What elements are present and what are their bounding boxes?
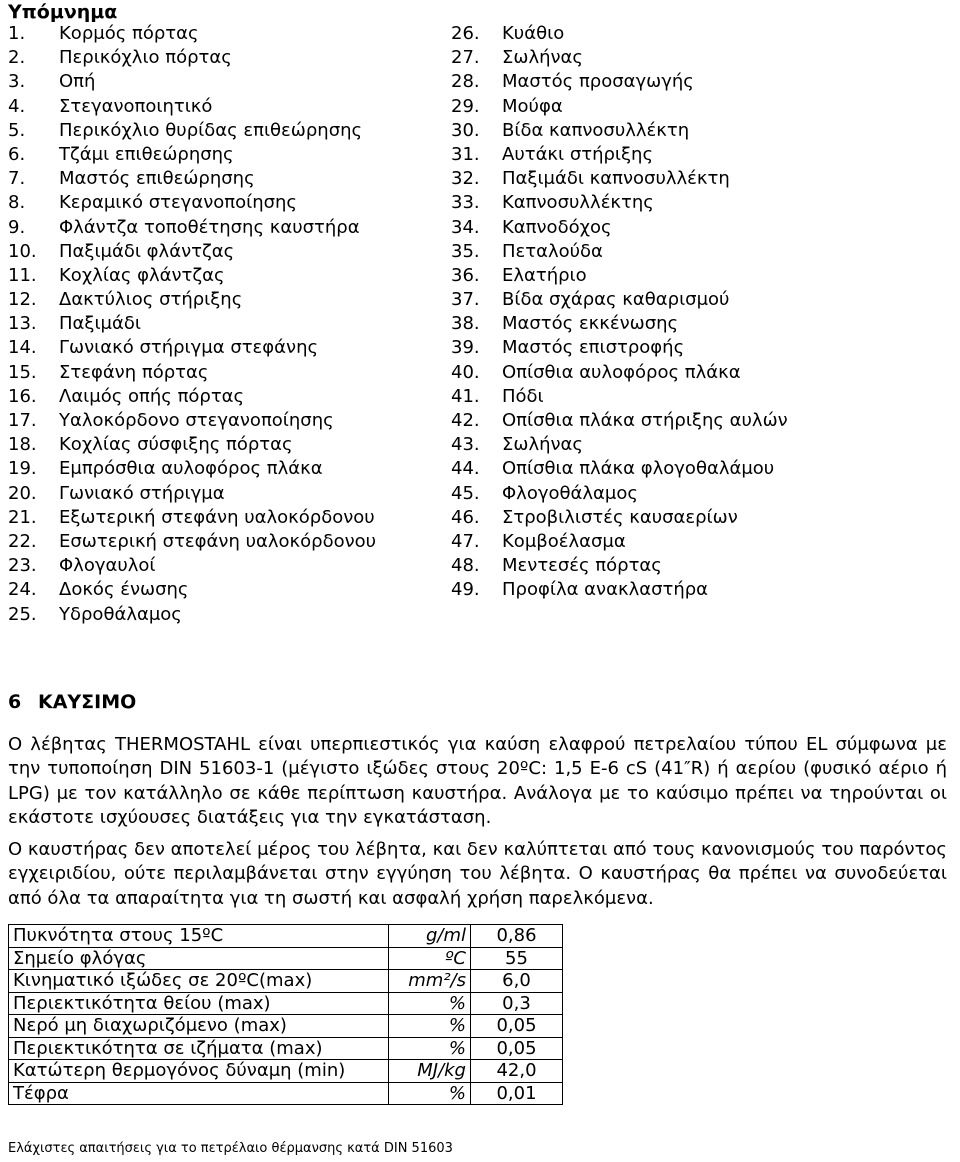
legend-item [451, 457, 951, 481]
legend-item-label: Δακτύλιος στήριξης [59, 289, 243, 311]
legend-item-label: Μαστός προσαγωγής [502, 71, 694, 93]
legend-item-number: 49. [451, 579, 480, 601]
legend-item-number: 1. [8, 23, 26, 44]
legend-item [8, 336, 438, 360]
legend-item [451, 385, 951, 409]
table-row [9, 992, 563, 1015]
legend-item-label: Περικόχλιο θυρίδας επιθεώρησης [59, 119, 363, 141]
legend-item [451, 482, 951, 506]
legend-item [451, 312, 951, 336]
spec-unit: % [389, 992, 471, 1015]
spec-value: 0,01 [471, 1082, 563, 1105]
table-row [9, 1060, 563, 1083]
legend-item-label: Σωλήνας [502, 47, 583, 69]
legend-item-label: Μαστός επιστροφής [502, 337, 685, 359]
legend-item-label: Βίδα σχάρας καθαρισμού [502, 289, 730, 311]
legend-item [451, 22, 951, 46]
spec-property: Περιεκτικότητα θείου (max) [9, 992, 389, 1015]
legend-item-label: Οπίσθια πλάκα φλογοθαλάμου [502, 458, 775, 480]
legend-item-label: Φλογαυλοί [59, 555, 156, 577]
legend-item-label: Στεγανοποιητικό [59, 95, 213, 117]
legend-item [451, 264, 951, 288]
legend-item [451, 143, 951, 167]
spec-value: 6,0 [471, 970, 563, 993]
legend-item [8, 46, 438, 70]
legend-item-label: Παξιμάδι φλάντζας [59, 240, 235, 262]
spec-property: Τέφρα [9, 1082, 389, 1105]
legend-item-label: Μεντεσές πόρτας [502, 555, 662, 577]
legend-item-number: 16. [8, 385, 37, 407]
legend-item-label: Προφίλα ανακλαστήρα [502, 579, 709, 601]
legend-item [451, 46, 951, 70]
legend-item [451, 240, 951, 264]
spec-unit: % [389, 1082, 471, 1105]
legend-item-label: Κυάθιο [502, 23, 565, 44]
legend-item [8, 482, 438, 506]
legend-item [8, 240, 438, 264]
legend-item [8, 578, 438, 602]
fuel-paragraph-2: Ο καυστήρας δεν αποτελεί μέρος του λέβητα, και δεν καλύπτεται από τους κανονισμούς του παρόντος εγχειριδίου, ούτε περιλαμβάνεται στην εγγύηση του λέβητα. Ο καυστήρας θα πρέπει να συνοδεύεται από όλα τα απαραίτητα για τη σωστή και ασφαλή χρήση παρελκόμενα. [8, 839, 947, 909]
legend-item-number: 23. [8, 555, 37, 577]
legend-item [8, 264, 438, 288]
legend-item-label: Στεφάνη πόρτας [59, 361, 209, 383]
legend-item-label: Κοχλίας φλάντζας [59, 264, 225, 286]
legend-item-number: 8. [8, 192, 26, 214]
legend-item-number: 30. [451, 119, 480, 141]
legend-item-number: 47. [451, 530, 480, 552]
legend-list-left [8, 22, 438, 627]
legend-item [8, 22, 438, 46]
legend-item-number: 5. [8, 119, 26, 141]
legend-item [8, 457, 438, 481]
legend-item-label: Γωνιακό στήριγμα στεφάνης [59, 337, 319, 359]
legend-item-number: 31. [451, 143, 480, 165]
legend-item [8, 312, 438, 336]
legend-item-number: 38. [451, 313, 480, 335]
spec-property: Κινηματικό ιξώδες σε 20ºC(max) [9, 970, 389, 993]
legend-item-label: Γωνιακό στήριγμα [59, 482, 225, 504]
table-row [9, 1082, 563, 1105]
legend-item-label: Υαλοκόρδονο στεγανοποίησης [59, 410, 334, 431]
legend-item-label: Περικόχλιο πόρτας [59, 47, 232, 69]
legend-item [451, 554, 951, 578]
legend-item-number: 21. [8, 506, 37, 528]
legend-item-number: 20. [8, 482, 37, 504]
legend-item [8, 191, 438, 215]
legend-item-label: Μούφα [502, 95, 563, 117]
spec-value: 55 [471, 947, 563, 970]
legend-item-label: Κορμός πόρτας [59, 23, 199, 44]
legend-item [8, 506, 438, 530]
legend-item-number: 9. [8, 216, 26, 238]
spec-unit: ºC [389, 947, 471, 970]
section-number: 6 [8, 691, 22, 713]
legend-item-number: 45. [451, 482, 480, 504]
legend-item-number: 10. [8, 240, 37, 262]
legend-item-label: Καπνοσυλλέκτης [502, 192, 654, 214]
legend-item-label: Πόδι [502, 385, 544, 407]
legend-item [451, 167, 951, 191]
spec-unit: mm²/s [389, 970, 471, 993]
legend-item [451, 409, 951, 433]
table-row [9, 970, 563, 993]
legend-item-number: 15. [8, 361, 37, 383]
legend-item [451, 578, 951, 602]
legend-item-label: Καπνοδόχος [502, 216, 612, 238]
section-heading [8, 690, 136, 714]
legend-item [8, 554, 438, 578]
legend-item-number: 28. [451, 71, 480, 93]
legend-item [8, 70, 438, 94]
legend-item [451, 119, 951, 143]
legend-item [451, 288, 951, 312]
legend-item [451, 336, 951, 360]
fuel-spec-table [8, 924, 563, 1105]
legend-item-number: 3. [8, 71, 26, 93]
legend-item-number: 7. [8, 168, 26, 190]
legend-item-label: Λαιμός οπής πόρτας [59, 385, 245, 407]
legend-item-number: 36. [451, 264, 480, 286]
legend-item-number: 4. [8, 95, 26, 117]
legend-item-number: 27. [451, 47, 480, 69]
legend-item [8, 603, 438, 627]
legend-item-number: 22. [8, 530, 37, 552]
spec-unit: g/ml [389, 925, 471, 948]
legend-item-label: Παξιμάδι [59, 313, 141, 335]
legend-item-number: 35. [451, 240, 480, 262]
legend-item-number: 19. [8, 458, 37, 480]
legend-item-number: 43. [451, 434, 480, 456]
legend-item-number: 11. [8, 264, 37, 286]
table-row [9, 947, 563, 970]
legend-item-label: Κομβοέλασμα [502, 530, 626, 552]
table-caption: Ελάχιστες απαιτήσεις για το πετρέλαιο θέρμανσης κατά DIN 51603 [8, 1141, 453, 1156]
spec-unit: MJ/kg [389, 1060, 471, 1083]
legend-item-label: Ελατήριο [502, 264, 587, 286]
legend-item-number: 34. [451, 216, 480, 238]
spec-unit: % [389, 1015, 471, 1038]
legend-item-label: Παξιμάδι καπνοσυλλέκτη [502, 168, 730, 190]
legend-item-number: 25. [8, 603, 37, 625]
legend-item-label: Σωλήνας [502, 434, 583, 456]
spec-property: Κατώτερη θερμογόνος δύναμη (min) [9, 1060, 389, 1083]
legend-item-number: 17. [8, 410, 37, 431]
legend-item-label: Κεραμικό στεγανοποίησης [59, 192, 297, 214]
legend-item-number: 2. [8, 47, 26, 69]
legend-item-label: Υδροθάλαμος [59, 603, 182, 625]
legend-item-number: 40. [451, 361, 480, 383]
spec-unit: % [389, 1037, 471, 1060]
table-row [9, 1037, 563, 1060]
legend-item-label: Πεταλούδα [502, 240, 603, 262]
legend-item-number: 6. [8, 143, 26, 165]
legend-item [8, 409, 438, 433]
legend-item-label: Μαστός επιθεώρησης [59, 168, 255, 190]
legend-item-number: 14. [8, 337, 37, 359]
legend-item [8, 216, 438, 240]
spec-value: 0,05 [471, 1037, 563, 1060]
legend-item-label: Δοκός ένωσης [59, 579, 189, 601]
legend-item [451, 530, 951, 554]
legend-item-label: Εξωτερική στεφάνη υαλοκόρδονου [59, 506, 375, 528]
spec-property: Πυκνότητα στους 15ºC [9, 925, 389, 948]
legend-item-label: Εσωτερική στεφάνη υαλοκόρδονου [59, 530, 377, 552]
legend-item-number: 26. [451, 23, 480, 44]
legend-item-number: 44. [451, 458, 480, 480]
legend-item-label: Βίδα καπνοσυλλέκτη [502, 119, 690, 141]
legend-item-label: Οπή [59, 71, 96, 93]
spec-value: 0,86 [471, 925, 563, 948]
fuel-paragraph-1: Ο λέβητας THERMOSTAHL είναι υπερπιεστικός για καύση ελαφρού πετρελαίου τύπου EL σύμφωνα με την τυποποίηση DIN 51603-1 (μέγιστο ιξώδες στους 20ºC: 1,5 E-6 cS (41″R) ή αερίου (φυσικό αέριο ή LPG) με τον κατάλληλο σε κάθε περίπτωση καυστήρα. Ανάλογα με το καύσιμο πρέπει να τηρούνται οι εκάστοτε ισχύουσες διατάξεις για την εγκατάσταση. [8, 734, 947, 829]
legend-item [451, 506, 951, 530]
legend-item [451, 361, 951, 385]
legend-item-number: 33. [451, 192, 480, 214]
legend-list-right [451, 22, 951, 603]
legend-item-number: 13. [8, 313, 37, 335]
legend-item-number: 39. [451, 337, 480, 359]
legend-item-number: 29. [451, 95, 480, 117]
legend-item [8, 143, 438, 167]
legend-item-number: 41. [451, 385, 480, 407]
legend-item [8, 433, 438, 457]
legend-item-label: Αυτάκι στήριξης [502, 143, 654, 165]
legend-item [451, 216, 951, 240]
legend-item-label: Εμπρόσθια αυλοφόρος πλάκα [59, 458, 323, 480]
legend-item-label: Οπίσθια αυλοφόρος πλάκα [502, 361, 741, 383]
legend-item [451, 433, 951, 457]
legend-item [8, 530, 438, 554]
spec-value: 0,05 [471, 1015, 563, 1038]
legend-item [451, 95, 951, 119]
spec-value: 0,3 [471, 992, 563, 1015]
section-title: ΚΑΥΣΙΜΟ [38, 691, 137, 713]
legend-item [451, 191, 951, 215]
legend-item-number: 48. [451, 555, 480, 577]
legend-item [8, 385, 438, 409]
legend-item [8, 361, 438, 385]
legend-item-label: Στροβιλιστές καυσαερίων [502, 506, 738, 528]
table-row [9, 1015, 563, 1038]
legend-item [8, 167, 438, 191]
spec-property: Περιεκτικότητα σε ιζήματα (max) [9, 1037, 389, 1060]
legend-item-number: 42. [451, 410, 480, 431]
legend-item-number: 32. [451, 168, 480, 190]
spec-property: Σημείο φλόγας [9, 947, 389, 970]
spec-property: Νερό μη διαχωριζόμενο (max) [9, 1015, 389, 1038]
legend-item-number: 12. [8, 289, 37, 311]
legend-item-number: 24. [8, 579, 37, 601]
table-row [9, 925, 563, 948]
legend-item-label: Τζάμι επιθεώρησης [59, 143, 234, 165]
legend-item-label: Οπίσθια πλάκα στήριξης αυλών [502, 410, 788, 431]
legend-item-number: 46. [451, 506, 480, 528]
legend-item-label: Φλογοθάλαμος [502, 482, 638, 504]
legend-item [8, 119, 438, 143]
legend-item-label: Φλάντζα τοποθέτησης καυστήρα [59, 216, 360, 238]
legend-item-number: 37. [451, 289, 480, 311]
legend-title: Υπόμνημα [8, 1, 118, 23]
legend-item [8, 288, 438, 312]
legend-item-label: Κοχλίας σύσφιξης πόρτας [59, 434, 293, 456]
spec-value: 42,0 [471, 1060, 563, 1083]
legend-item-number: 18. [8, 434, 37, 456]
legend-item [451, 70, 951, 94]
legend-item-label: Μαστός εκκένωσης [502, 313, 679, 335]
legend-item [8, 95, 438, 119]
